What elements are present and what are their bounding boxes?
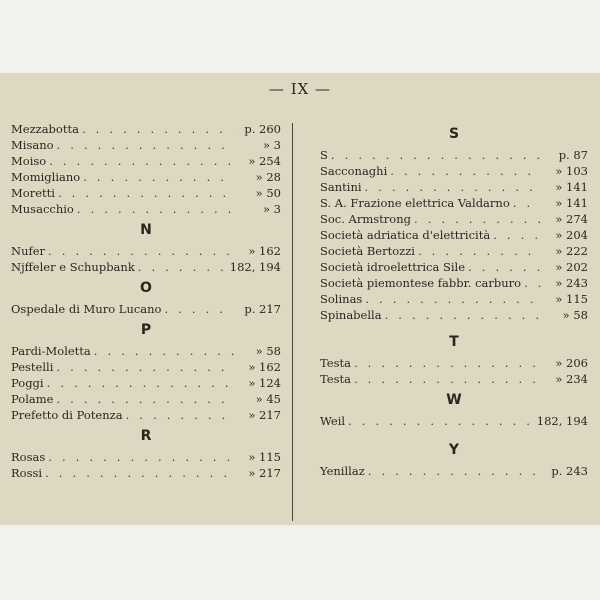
- section-letter: T: [449, 334, 459, 350]
- leader-dots: [49, 153, 234, 169]
- index-entry: [11, 449, 281, 465]
- entry-page-ref: » 115: [248, 450, 281, 464]
- index-entry: [11, 137, 281, 153]
- entry-name: Misano: [11, 138, 54, 152]
- entry-name: Santini: [320, 180, 362, 194]
- section-letter: R: [140, 428, 152, 444]
- entry-list: [11, 449, 281, 481]
- entry-page-ref: » 45: [255, 392, 281, 406]
- leader-dots: [83, 169, 234, 185]
- entry-list: [320, 413, 588, 429]
- entry-name: S. A. Frazione elettrica Valdarno: [320, 196, 510, 210]
- entry-name: Pardi-Moletta: [11, 344, 91, 358]
- entry-name: Musacchio: [11, 202, 74, 216]
- section-letter: Y: [448, 442, 460, 458]
- section-letter: O: [140, 280, 152, 296]
- entry-name: Testa: [320, 372, 351, 386]
- leader-dots: [57, 137, 234, 153]
- index-entry: [320, 307, 588, 323]
- index-entry: [11, 465, 281, 481]
- left-column: [11, 121, 281, 481]
- entry-page-ref: p. 243: [551, 464, 588, 478]
- leader-dots: [138, 259, 227, 275]
- entry-name: Poggi: [11, 376, 44, 390]
- entry-page-ref: » 254: [248, 154, 281, 168]
- index-entry: [320, 371, 588, 387]
- entry-list: [11, 301, 281, 317]
- index-entry: [11, 169, 281, 185]
- index-entry: [11, 343, 281, 359]
- leader-dots: [414, 211, 541, 227]
- leader-dots: [126, 407, 234, 423]
- entry-page-ref: » 28: [255, 170, 281, 184]
- entry-name: Njffeler e Schupbank: [11, 260, 135, 274]
- index-entry: [320, 243, 588, 259]
- entry-page-ref: » 3: [262, 202, 281, 216]
- leader-dots: [331, 147, 541, 163]
- entry-name: Momigliano: [11, 170, 81, 184]
- index-entry: [11, 243, 281, 259]
- index-entry: [11, 259, 281, 275]
- leader-dots: [524, 275, 541, 291]
- entry-page-ref: 182, 194: [229, 260, 281, 274]
- index-entry: [320, 413, 588, 429]
- index-entry: [320, 275, 588, 291]
- index-entry: [11, 185, 281, 201]
- entry-name: Solinas: [320, 292, 363, 306]
- entry-page-ref: » 141: [555, 196, 588, 210]
- entry-page-ref: » 274: [555, 212, 588, 226]
- entry-name: Yenillaz: [320, 464, 365, 478]
- page-number: — IX —: [268, 80, 332, 98]
- entry-page-ref: 182, 194: [536, 414, 588, 428]
- index-entry: [11, 407, 281, 423]
- entry-name: Prefetto di Potenza: [11, 408, 123, 422]
- entry-name: Mezzabotta: [11, 122, 79, 136]
- section-letter: S: [448, 126, 460, 142]
- leader-dots: [48, 449, 234, 465]
- entry-name: S: [320, 148, 328, 162]
- entry-name: Rosas: [11, 450, 46, 464]
- entry-page-ref: » 206: [555, 356, 588, 370]
- leader-dots: [385, 307, 541, 323]
- entry-page-ref: » 115: [555, 292, 588, 306]
- index-page: [0, 73, 600, 525]
- leader-dots: [493, 227, 541, 243]
- entry-name: Moiso: [11, 154, 47, 168]
- entry-page-ref: » 234: [555, 372, 588, 386]
- index-entry: [11, 121, 281, 137]
- entry-page-ref: » 50: [255, 186, 281, 200]
- entry-page-ref: » 202: [555, 260, 588, 274]
- entry-page-ref: » 222: [555, 244, 588, 258]
- entry-page-ref: » 162: [248, 244, 281, 258]
- entry-page-ref: » 217: [248, 466, 281, 480]
- entry-page-ref: p. 260: [244, 122, 281, 136]
- index-entry: [11, 301, 281, 317]
- leader-dots: [418, 243, 541, 259]
- entry-name: Testa: [320, 356, 351, 370]
- entry-page-ref: p. 217: [244, 302, 281, 316]
- section-letter: P: [140, 322, 152, 338]
- leader-dots: [468, 259, 541, 275]
- index-entry: [11, 359, 281, 375]
- index-entry: [11, 391, 281, 407]
- entry-page-ref: » 243: [555, 276, 588, 290]
- index-entry: [320, 259, 588, 275]
- leader-dots: [390, 163, 541, 179]
- entry-name: Ospedale di Muro Lucano: [11, 302, 162, 316]
- entry-page-ref: » 58: [562, 308, 588, 322]
- entry-page-ref: » 3: [262, 138, 281, 152]
- entry-list: [11, 343, 281, 423]
- entry-page-ref: » 58: [255, 344, 281, 358]
- leader-dots: [365, 291, 541, 307]
- entry-name: Soc. Armstrong: [320, 212, 411, 226]
- leader-dots: [47, 375, 234, 391]
- index-entry: [320, 291, 588, 307]
- entry-name: Moretti: [11, 186, 55, 200]
- leader-dots: [164, 301, 234, 317]
- leader-dots: [56, 359, 234, 375]
- entry-page-ref: » 141: [555, 180, 588, 194]
- index-entry: [320, 227, 588, 243]
- entry-page-ref: » 204: [555, 228, 588, 242]
- entry-name: Pestelli: [11, 360, 54, 374]
- entry-name: Weil: [320, 414, 346, 428]
- entry-page-ref: p. 87: [558, 148, 588, 162]
- index-entry: [320, 355, 588, 371]
- leader-dots: [365, 179, 541, 195]
- index-entry: [320, 463, 588, 479]
- entry-name: Polame: [11, 392, 54, 406]
- entry-page-ref: » 103: [555, 164, 588, 178]
- entry-list: [320, 147, 588, 323]
- index-entry: [11, 375, 281, 391]
- section-letter: N: [140, 222, 152, 238]
- entry-name: Sacconaghi: [320, 164, 388, 178]
- leader-dots: [77, 201, 234, 217]
- index-entry: [320, 195, 588, 211]
- entry-page-ref: » 162: [248, 360, 281, 374]
- leader-dots: [354, 355, 541, 371]
- index-entry: [320, 179, 588, 195]
- entry-list: [11, 243, 281, 275]
- index-entry: [320, 163, 588, 179]
- leader-dots: [82, 121, 234, 137]
- leader-dots: [48, 243, 234, 259]
- entry-name: Spinabella: [320, 308, 382, 322]
- entry-name: Rossi: [11, 466, 43, 480]
- leader-dots: [368, 463, 541, 479]
- entry-list: [11, 121, 281, 217]
- entry-list: [320, 463, 588, 479]
- entry-page-ref: » 124: [248, 376, 281, 390]
- leader-dots: [58, 185, 234, 201]
- entry-page-ref: » 217: [248, 408, 281, 422]
- leader-dots: [45, 465, 234, 481]
- entry-name: Società idroelettrica Sile: [320, 260, 466, 274]
- section-letter: W: [446, 392, 462, 408]
- index-entry: [11, 201, 281, 217]
- leader-dots: [513, 195, 541, 211]
- index-entry: [11, 153, 281, 169]
- entry-name: Società piemontese fabbr. carburo: [320, 276, 522, 290]
- entry-name: Società adriatica d'elettricità: [320, 228, 491, 242]
- leader-dots: [94, 343, 234, 359]
- leader-dots: [56, 391, 234, 407]
- right-column: [320, 121, 588, 479]
- entry-name: Nufer: [11, 244, 46, 258]
- leader-dots: [354, 371, 541, 387]
- leader-dots: [348, 413, 534, 429]
- entry-name: Società Bertozzi: [320, 244, 415, 258]
- entry-list: [320, 355, 588, 387]
- index-entry: [320, 211, 588, 227]
- column-divider: [292, 123, 293, 521]
- index-entry: [320, 147, 588, 163]
